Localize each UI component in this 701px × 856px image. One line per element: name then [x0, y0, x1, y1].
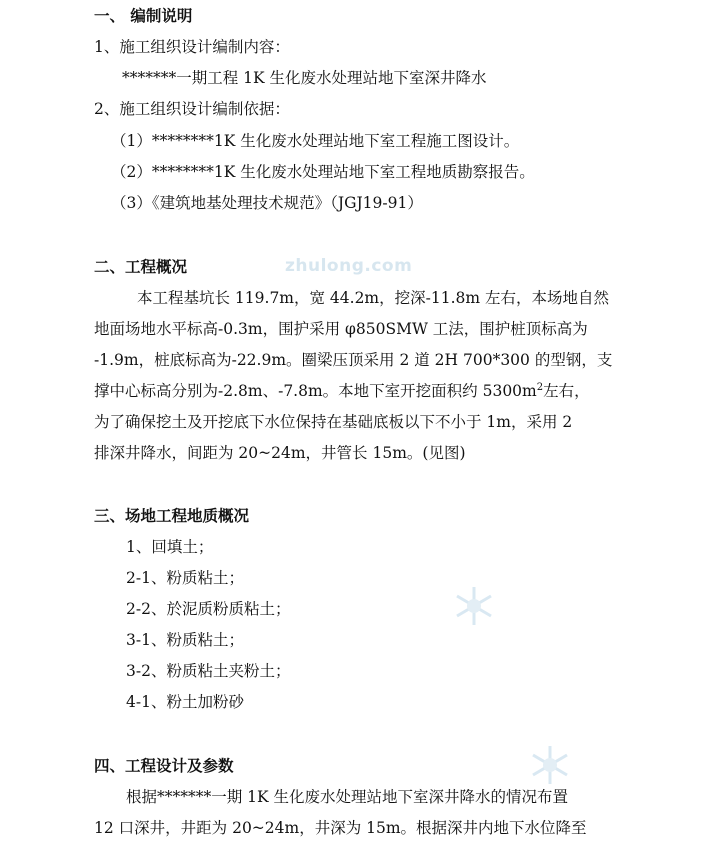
- section-heading-1: 一、 编制说明: [94, 6, 193, 25]
- basis-item: （2）********1K 生化废水处理站地下室工程地质勘察报告。: [111, 163, 535, 181]
- paragraph-line: 根据*******一期 1K 生化废水处理站地下室深井降水的情况布置: [126, 788, 569, 806]
- section-heading-4: 四、工程设计及参数: [94, 756, 234, 775]
- basis-item: （1）********1K 生化废水处理站地下室工程施工图设计。: [111, 132, 520, 150]
- section-1-item-1-label: 1、施工组织设计编制内容：: [94, 38, 290, 56]
- snowflake-watermark-icon: [451, 583, 497, 629]
- area-tail: 左右，: [543, 382, 590, 400]
- geology-layer-item: 4-1、粉土加粉砂: [126, 693, 244, 711]
- basis-item: （3）《建筑地基处理技术规范》（JGJ19-91）: [111, 194, 423, 212]
- area-text: 撑中心标高分别为-2.8m、-7.8m。本地下室开挖面积约 5300m: [94, 382, 537, 400]
- paragraph-line-area: [94, 380, 590, 402]
- paragraph-line: 本工程基坑长 119.7m，宽 44.2m，挖深-11.8m 左右，本场地自然: [137, 289, 610, 307]
- paragraph-line: 12 口深井，井距为 20~24m，井深为 15m。根据深井内地下水位降至: [94, 819, 587, 837]
- area-superscript: 2: [536, 381, 544, 393]
- geology-layer-item: 2-1、粉质粘土；: [126, 569, 244, 587]
- section-heading-2: 二、工程概况: [94, 257, 188, 276]
- geology-layer-item: 3-1、粉质粘土；: [126, 631, 244, 649]
- geology-layer-item: 2-2、於泥质粉质粘土；: [126, 600, 291, 618]
- section-1-item-1-content: *******一期工程 1K 生化废水处理站地下室深井降水: [122, 69, 487, 87]
- watermark-text: zhulong.com: [285, 256, 413, 276]
- section-1-item-2-label: 2、施工组织设计编制依据：: [94, 100, 290, 118]
- paragraph-line: 地面场地水平标高-0.3m，围护采用 φ850SMW 工法，围护桩顶标高为: [94, 320, 588, 338]
- geology-layer-item: 1、回填土；: [126, 538, 214, 556]
- paragraph-line: 为了确保挖土及开挖底下水位保持在基础底板以下不小于 1m，采用 2: [94, 413, 573, 431]
- paragraph-line: -1.9m，桩底标高为-22.9m。圈梁压顶采用 2 道 2H 700*300 的型钢，支: [94, 351, 613, 369]
- geology-layer-item: 3-2、粉质粘土夹粉土；: [126, 662, 291, 680]
- section-heading-3: 三、场地工程地质概况: [94, 506, 250, 525]
- snowflake-watermark-icon: [527, 742, 573, 788]
- paragraph-line: 排深井降水，间距为 20~24m，井管长 15m。(见图): [94, 444, 466, 462]
